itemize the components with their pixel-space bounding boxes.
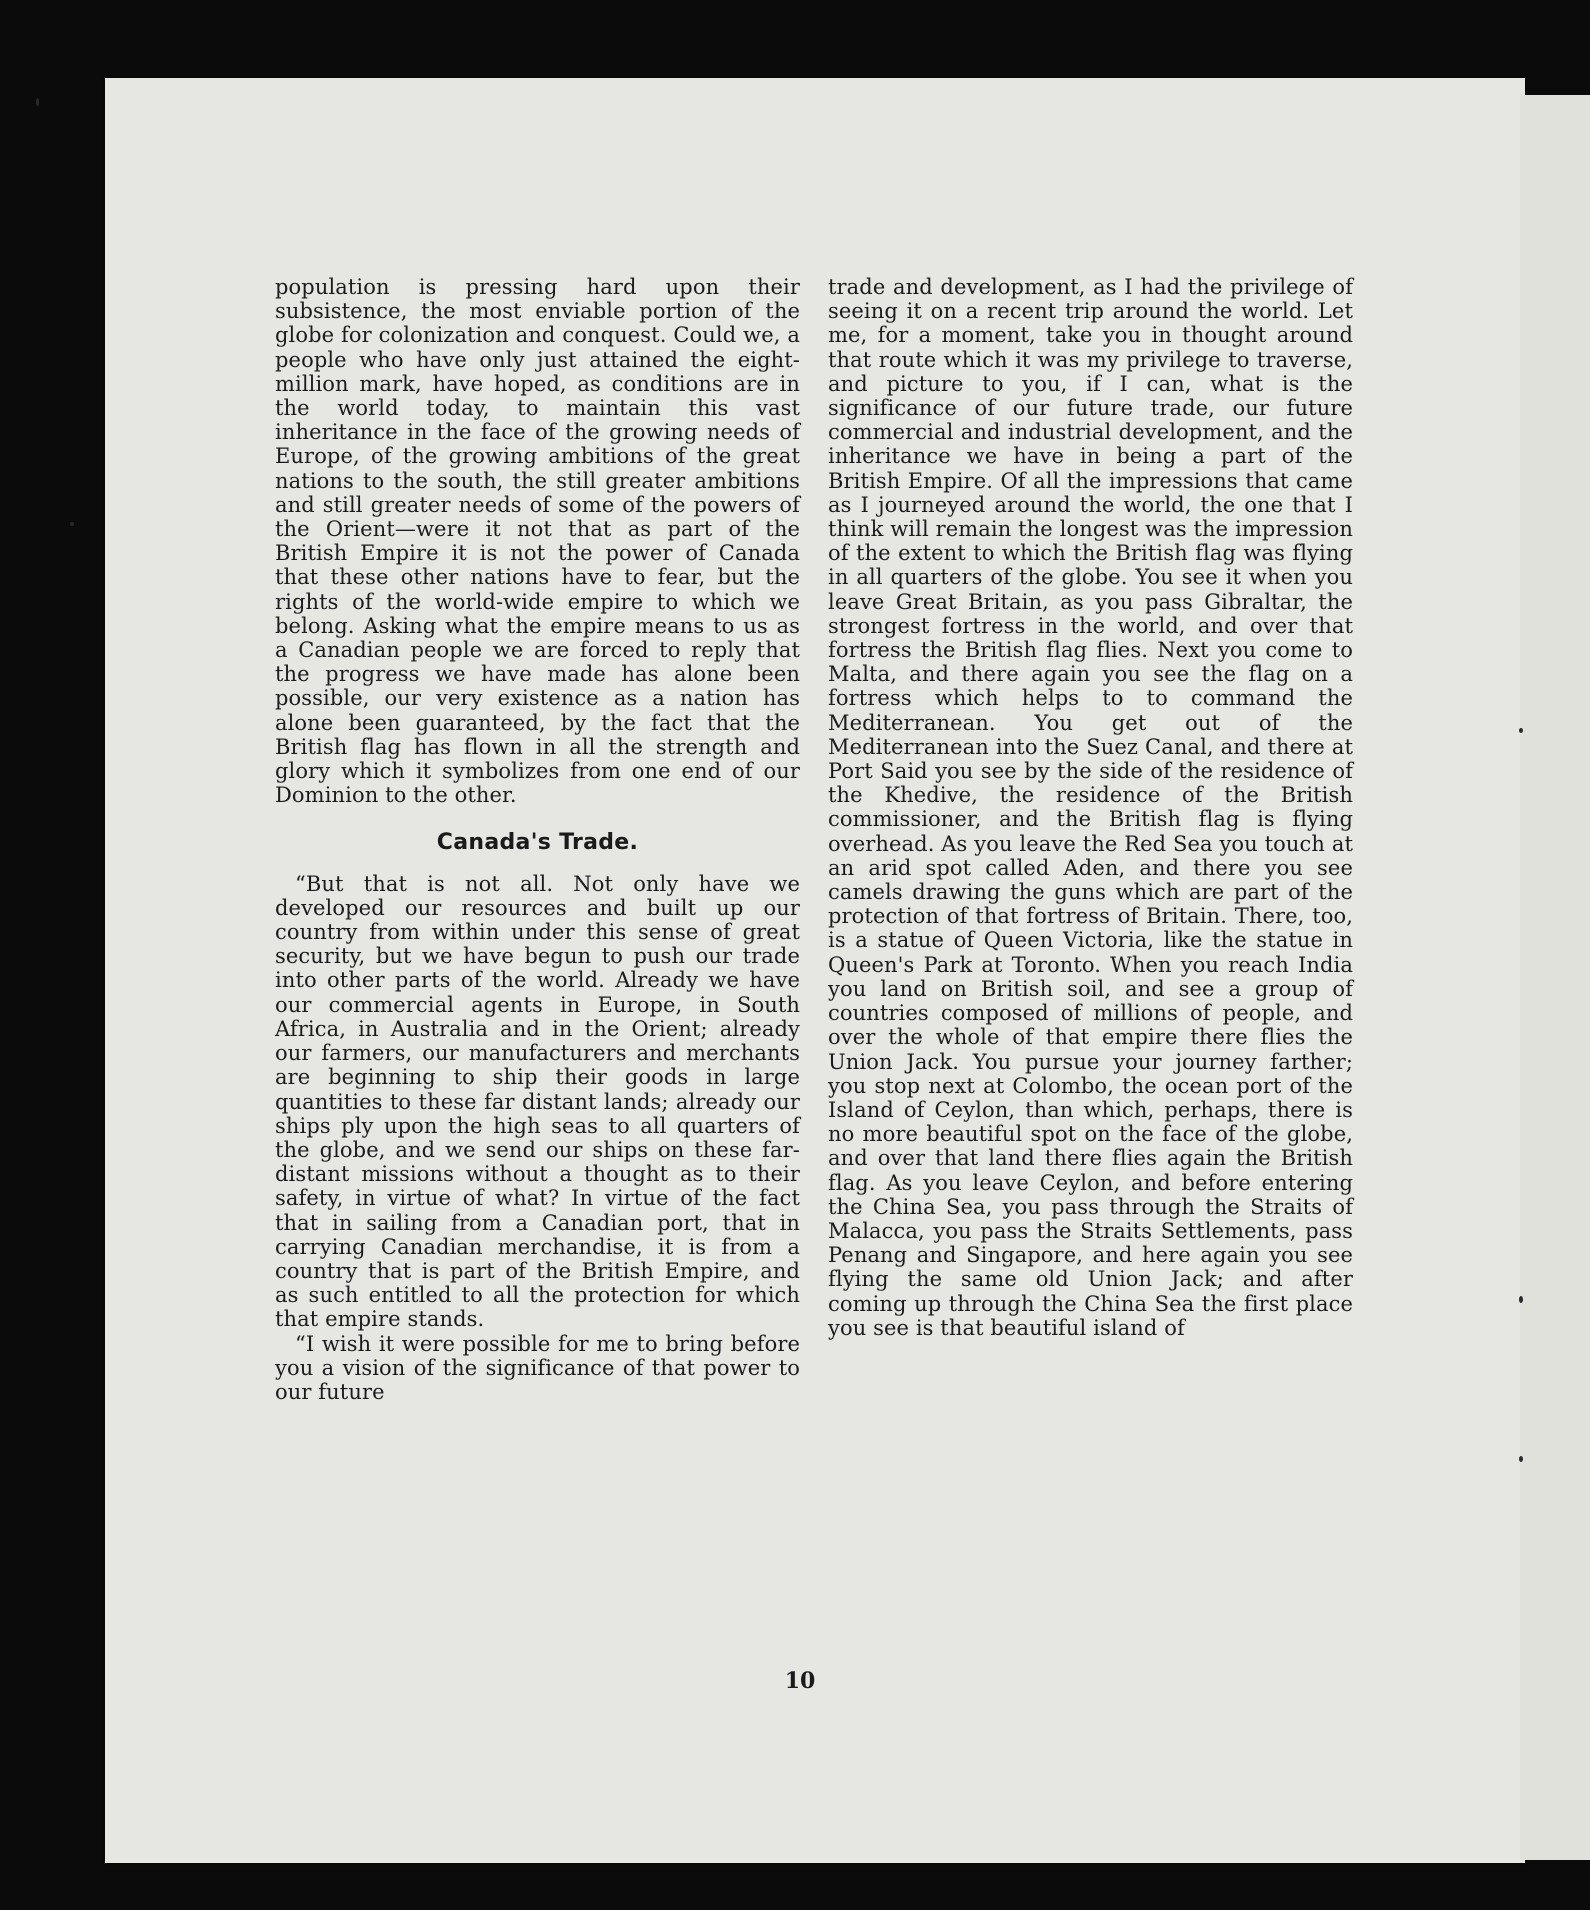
right-paragraph-1: trade and development, as I had the privilege of seeing it on a recent trip around the world. Let me, for a moment, take you in thought around that route which it was my privilege to traverse, and picture to you, if I can, what is the significance of our future trade, our future commercial and industrial development, and the inheritance we have in being a part of the British Empire. Of all the impressions that came as I journeyed around the world, the one that I think will remain the longest was the impression of the extent to which the British flag was flying in all quarters of the globe. You see it when you leave Great Britain, as you pass Gibraltar, the strongest fortress in the world, and over that fortress the British flag flies. Next you come to Malta, and there again you see the flag on a fortress which helps to to command the Mediterranean. You get out of the Mediterranean into the Suez Canal, and there at Port Said you see by the side of the residence of the Khedive, the residence of the British commissioner, and the British flag is flying overhead. As you leave the Red Sea you touch at an arid spot called Aden, and there you see camels drawing the guns which are part of the protection of that fortress of Britain. There, too, is a statue of Queen Victoria, like the statue in Queen's Park at Toronto. When you reach India you land on British soil, and see a group of countries composed of millions of people, and over the whole of that empire there flies the Union Jack. You pursue your journey farther; you stop next at Colombo, the ocean port of the Island of Ceylon, than which, perhaps, there is no more beautiful spot on the face of the globe, and over that land there flies again the British flag. As you leave Ceylon, and before entering the China Sea, you pass through the Straits of Malacca, you pass the Straits Settlements, pass Penang and Singapore, and here again you see flying the same old Union Jack; and after coming up through the China Sea the first place you see is that beautiful island of bbox=[828, 275, 1353, 1340]
scan-speck bbox=[1519, 728, 1523, 733]
left-paragraph-1: population is pressing hard upon their subsistence, the most enviable portion of the globe for colonization and conquest. Could we, a people who have only just attained the eight-million mark, have hoped, as conditions are in the world today, to maintain this vast inheritance in the face of the growing needs of Europe, of the growing ambitions of the great nations to the south, the still greater ambitions and still greater needs of some of the powers of the Orient—were it not that as part of the British Empire it is not the power of Canada that these other nations have to fear, but the rights of the world-wide empire to which we belong. Asking what the empire means to us as a Canadian people we are forced to reply that the progress we have made has alone been possible, our very existence as a nation has alone been guaranteed, by the fact that the British flag has flown in all the strength and glory which it symbolizes from one end of our Dominion to the other. bbox=[275, 275, 800, 808]
scan-speck bbox=[70, 522, 74, 526]
left-paragraph-2: “But that is not all. Not only have we developed our resources and built up our country from within under this sense of great security, but we have begun to push our trade into other parts of the world. Already we have our commercial agents in Europe, in South Africa, in Australia and in the Orient; already our farmers, our manufacturers and merchants are beginning to ship their goods in large quantities to these far distant lands; already our ships ply upon the high seas to all quarters of the globe, and we send our ships on these far-distant missions without a thought as to their safety, in virtue of what? In virtue of the fact that in sailing from a Canadian port, that in carrying Canadian merchandise, it is from a country that is part of the British Empire, and as such entitled to all the protection for which that empire stands. bbox=[275, 871, 800, 1332]
adjacent-page-edge bbox=[1520, 95, 1590, 1860]
section-heading: Canada's Trade. bbox=[436, 830, 639, 856]
scan-speck bbox=[1519, 1456, 1523, 1462]
left-column bbox=[275, 275, 800, 1404]
left-paragraph-3: “I wish it were possible for me to bring before you a vision of the significance of that power to our future bbox=[275, 1331, 800, 1404]
scan-speck bbox=[36, 98, 39, 106]
page-number: 10 bbox=[784, 1668, 816, 1694]
right-column bbox=[828, 275, 1353, 1340]
scan-speck bbox=[1519, 1296, 1523, 1303]
